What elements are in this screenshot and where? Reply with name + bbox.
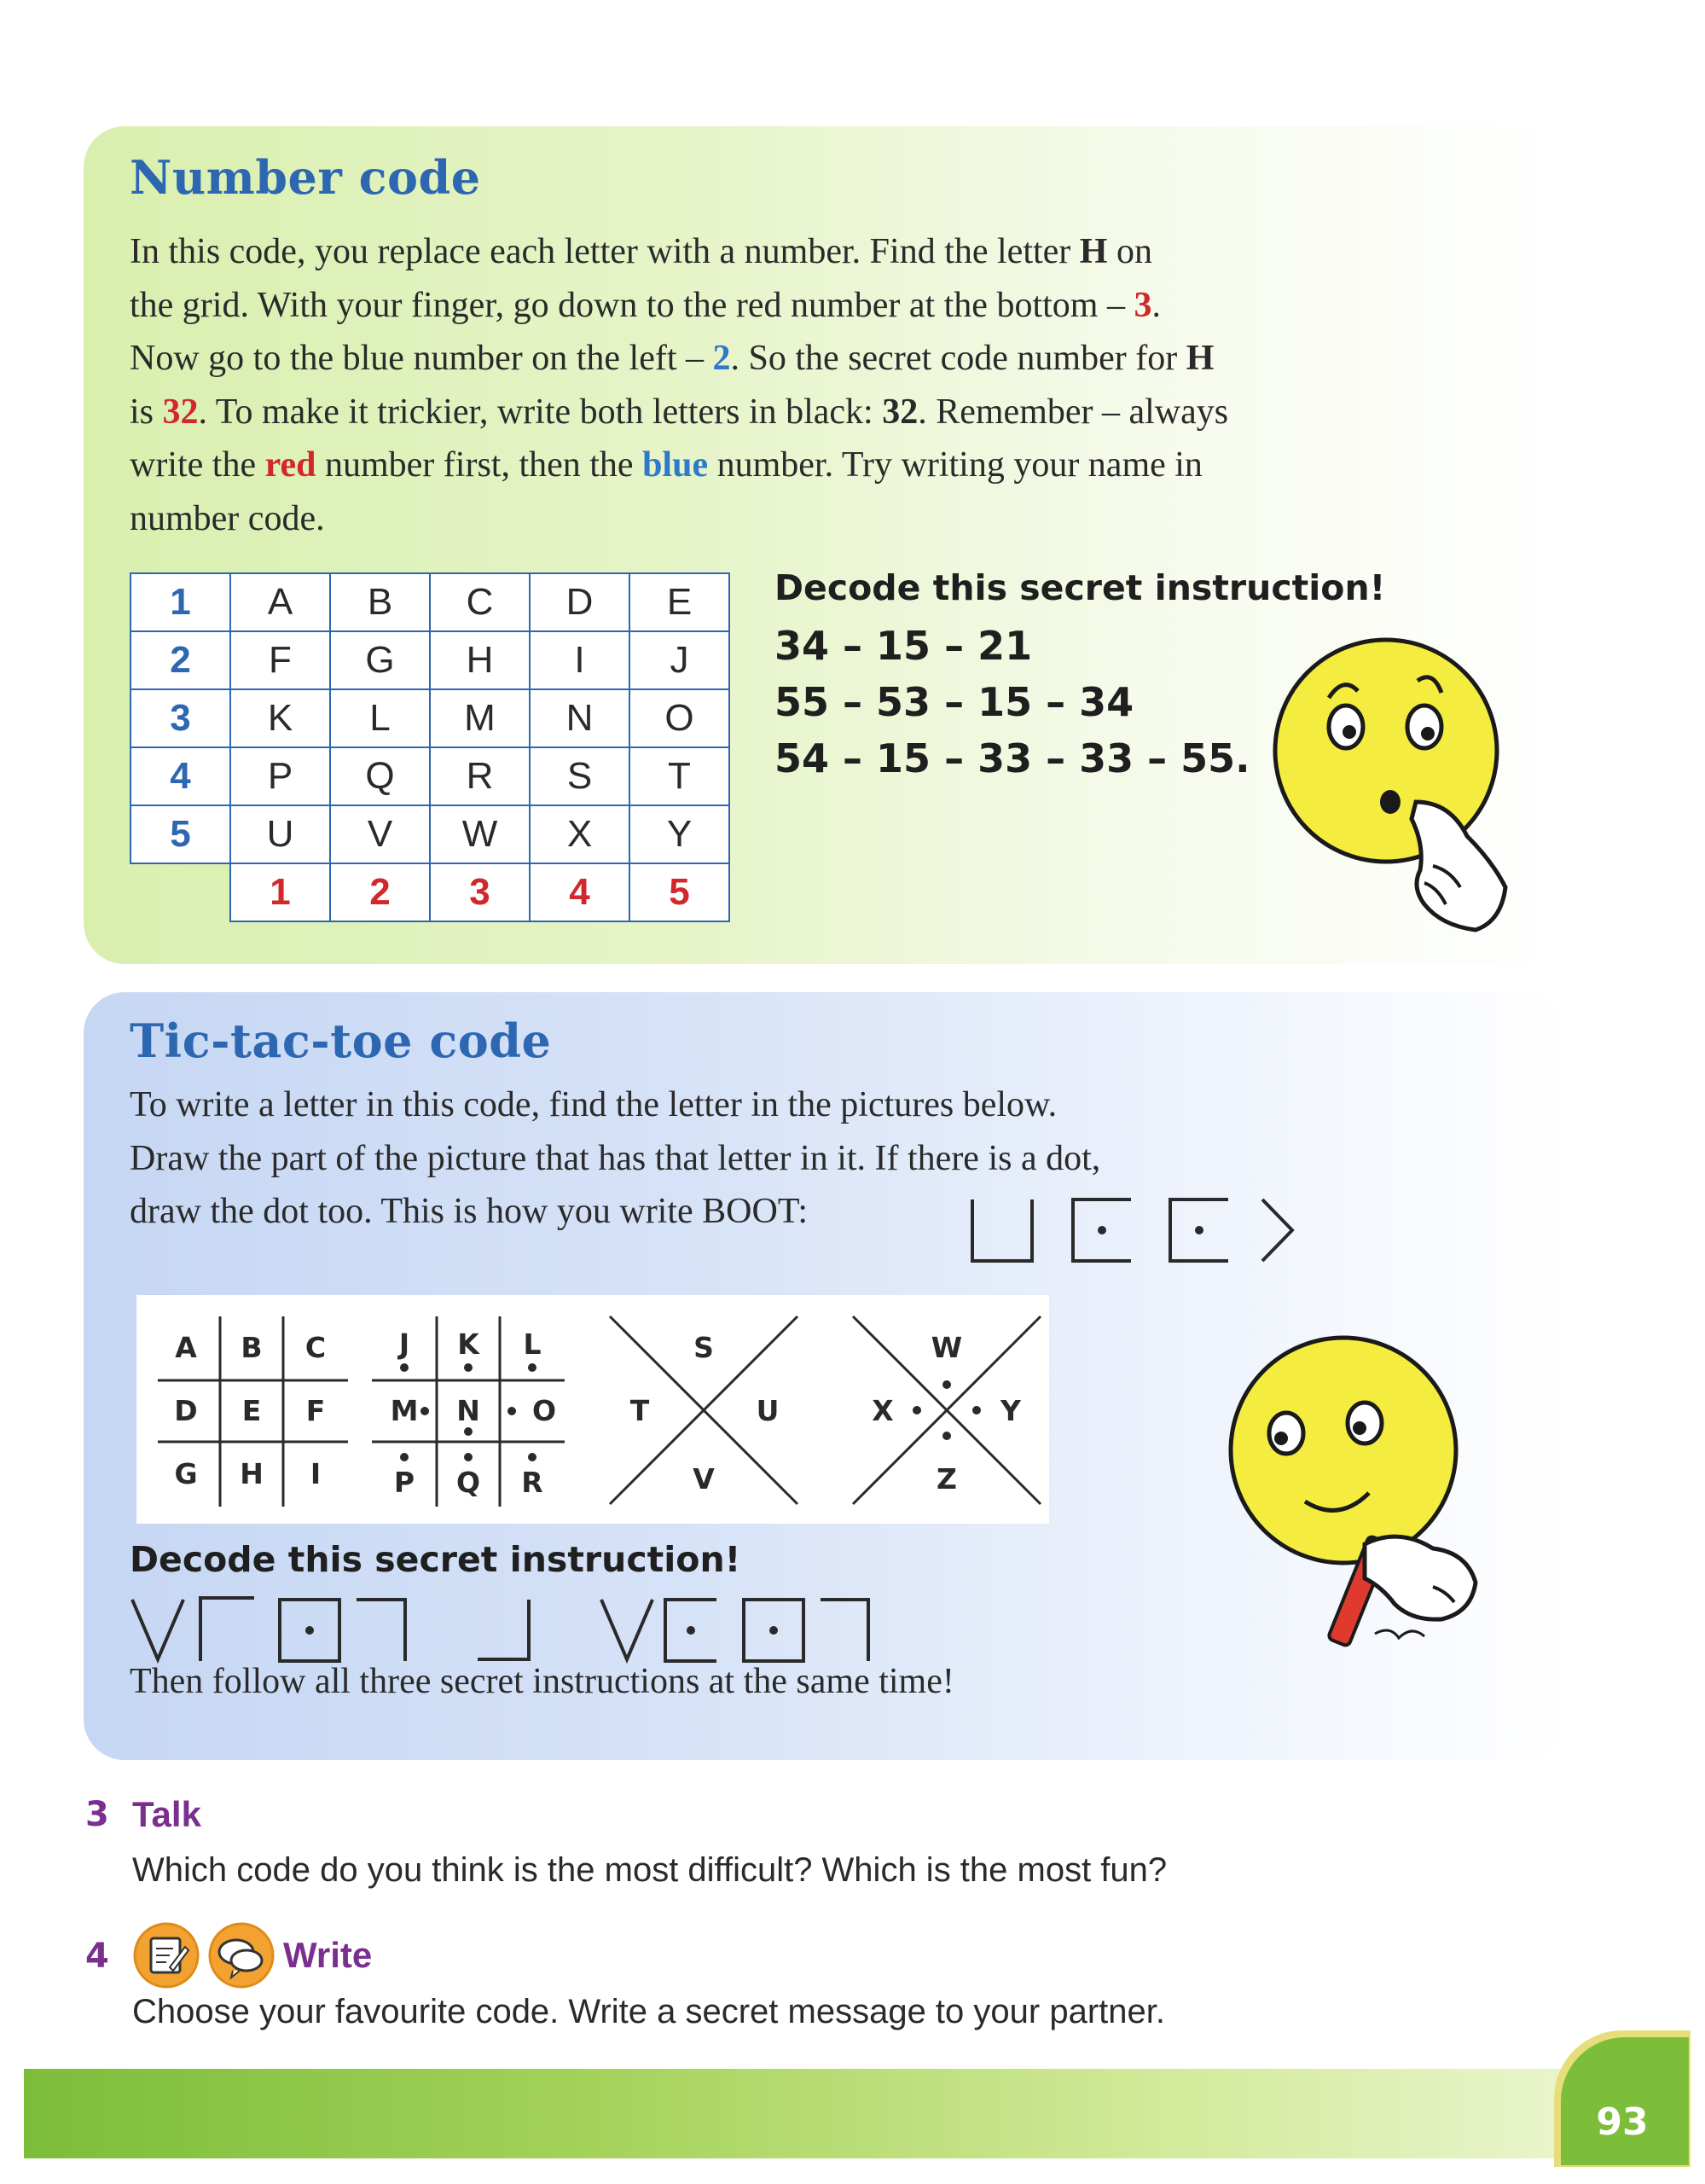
para-red-word: red [264,445,316,485]
key-letter: A [175,1331,197,1364]
key-letter: L [523,1327,542,1361]
para-text: . [1151,285,1161,325]
para-red-code: 32 [162,392,199,432]
grid-corner [130,863,230,921]
para-text: draw the dot too. This is how you write BOOT: [130,1192,809,1231]
grid-cell: F [230,631,330,689]
key-letter: C [304,1331,327,1364]
grid-column-label: 1 [230,863,330,921]
grid-cell: G [330,631,430,689]
grid-cell: X [530,805,629,863]
key-letter: W [931,1331,963,1364]
para-red-number: 3 [1134,285,1152,325]
talk-text: Which code do you think is the most difficult? Which is the most fun? [132,1851,1168,1889]
para-text: Now go to the blue number on the left – [130,339,713,378]
key-letter: N [456,1394,480,1427]
para-text: write the [130,445,265,485]
key-letter: D [174,1394,198,1427]
grid-cell: A [230,573,330,631]
para-blue-word: blue [642,445,709,485]
key-letter: T [629,1394,650,1427]
grid-column-label: 3 [430,863,530,921]
para-text: is [130,392,163,432]
grid-cell: U [230,805,330,863]
grid-row [130,805,729,863]
para-text: number. Try writing your name in [708,445,1203,485]
key-letter: M [390,1394,419,1427]
tic-tac-toe-key [136,1295,1049,1524]
grid-column-label: 4 [530,863,629,921]
grid-cell: T [629,747,729,805]
grid-cell: N [530,689,629,747]
write-number: 4 [85,1937,109,1976]
key-letter: P [393,1466,415,1499]
para-black-code: 32 [882,392,919,432]
grid-row-label: 2 [130,631,230,689]
tic-tac-toe-title: Tic-tac-toe code [130,1014,552,1068]
grid-cell: S [530,747,629,805]
grid-column-label: 2 [330,863,430,921]
number-code-instructions [130,225,1511,545]
key-letter: B [241,1331,263,1364]
notebook-pencil-icon [132,1921,200,1989]
code-line-3: 54 – 15 – 33 – 33 – 55. [774,735,1250,781]
key-lines [136,1295,1049,1524]
thinking-smiley-icon [1271,631,1527,947]
grid-cell: V [330,805,430,863]
para-text: number code. [130,498,325,538]
page-number: 93 [1596,2100,1649,2144]
grid-cell: J [629,631,729,689]
para-text: . Remember – always [918,392,1229,432]
key-letter: O [531,1394,557,1427]
para-text: number first, then the [316,445,643,485]
para-letter-h: H [1186,339,1215,378]
para-letter-h: H [1079,232,1108,271]
grid-row-label: 5 [130,805,230,863]
grid-row-label: 4 [130,747,230,805]
grid-row [130,689,729,747]
key-letter: I [310,1457,322,1490]
key-letter: K [457,1327,479,1361]
write-text: Choose your favourite code. Write a secret message to your partner. [132,1993,1165,2030]
writing-smiley-icon [1220,1331,1501,1655]
write-heading: Write [283,1935,373,1975]
grid-cell: E [629,573,729,631]
code-line-1: 34 – 15 – 21 [774,623,1033,669]
decode-heading-tic: Decode this secret instruction! [130,1539,741,1580]
key-letter: G [174,1457,198,1490]
talk-heading: Talk [132,1794,201,1834]
grid-cell: Y [629,805,729,863]
grid-cell: C [430,573,530,631]
grid-row-label: 3 [130,689,230,747]
key-letter: E [241,1394,262,1427]
key-letter: S [693,1331,714,1364]
grid-cell: W [430,805,530,863]
para-text: In this code, you replace each letter with a number. Find the letter [130,232,1080,271]
speech-bubbles-icon [207,1921,275,1989]
key-letter: Q [455,1466,481,1499]
code-line-2: 55 – 53 – 15 – 34 [774,679,1134,725]
grid-cell: M [430,689,530,747]
key-letter: V [693,1462,715,1496]
grid-cell: B [330,573,430,631]
number-code-title: Number code [130,150,481,205]
footer-bar [24,2069,1655,2158]
key-letter: X [872,1394,894,1427]
grid-row [130,747,729,805]
grid-cell: L [330,689,430,747]
grid-cell: K [230,689,330,747]
para-text: To write a letter in this code, find the letter in the pictures below. [130,1085,1058,1124]
decode-heading-number: Decode this secret instruction! [774,567,1386,608]
grid-row [130,573,729,631]
talk-number: 3 [85,1795,109,1834]
grid-column-labels [130,863,729,921]
key-letter: Y [1000,1394,1021,1427]
key-letter: Z [937,1462,957,1496]
grid-cell: R [430,747,530,805]
para-text: on [1107,232,1152,271]
grid-cell: P [230,747,330,805]
para-blue-number: 2 [712,339,731,378]
grid-cell: H [430,631,530,689]
number-code-grid [130,572,730,922]
grid-cell: I [530,631,629,689]
para-text: . To make it trickier, write both letters in black: [198,392,883,432]
para-text: the grid. With your finger, go down to the red number at the bottom – [130,285,1134,325]
grid-column-label: 5 [629,863,729,921]
key-letter: U [756,1394,780,1427]
key-letter: R [521,1466,543,1499]
boot-example-symbols [964,1193,1305,1269]
symbol-t [1262,1199,1292,1261]
grid-row-label: 1 [130,573,230,631]
grid-cell: Q [330,747,430,805]
para-text: . So the secret code number for [730,339,1186,378]
para-text: Draw the part of the picture that has that letter in it. If there is a dot, [130,1138,1101,1178]
key-letter: H [240,1457,264,1490]
grid-row [130,631,729,689]
grid-cell: O [629,689,729,747]
key-letter: F [305,1394,326,1427]
grid-cell: D [530,573,629,631]
key-letter: J [398,1327,410,1361]
symbol-b [972,1199,1032,1261]
follow-instructions-text: Then follow all three secret instructions at the same time! [130,1662,954,1701]
